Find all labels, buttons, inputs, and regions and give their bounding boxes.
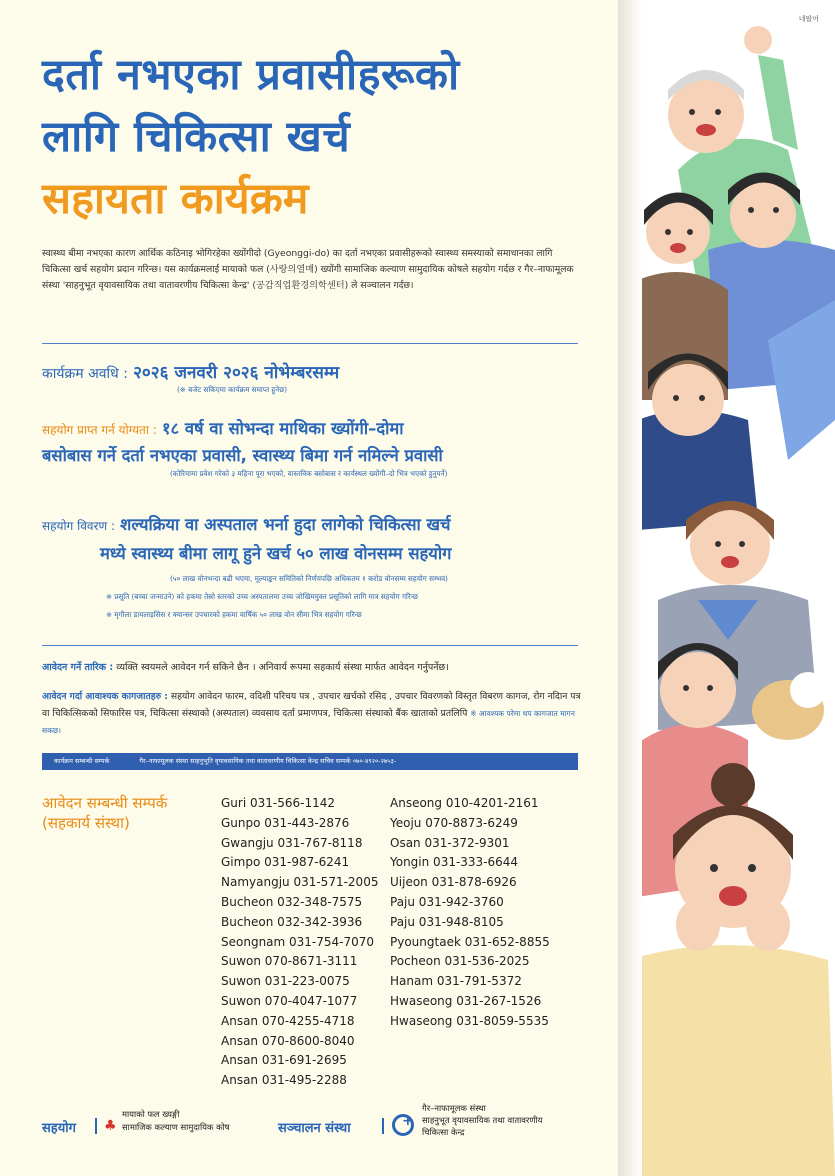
support-org-line-2: सामाजिक कल्याण सामुदायिक कोष bbox=[122, 1122, 230, 1132]
intro-paragraph: स्वास्थ्य बीमा नभएका कारण आर्थिक कठिनाइ भोगिरहेका ख्योंगीदो (Gyeonggi-do) का दर्ता नभएका प्रवासीहरूको स्वास्थ्य समस्याको समाधानका लागि चिकित्सा खर्च सहयोग प्रदान गरिन्छ। यस कार्यक्रमलाई मायाको फल (사랑의열매) ख्योंगी सामाजिक कल्याण सामुदायिक कोषले सहयोग गर्दछ र गैर–नाफामूलक संस्था 'साहनुभूत वृयावसायिक तथा वातावरणीय चिकित्सा केन्द्र' (공감직업환경의학센터) ले सञ्चालन गर्दछ। bbox=[42, 248, 574, 291]
contact-entry: Ansan 031-691-2695 bbox=[221, 1053, 347, 1068]
documents-required-note: ※ आवश्यक परेमा थप कागजात मागन सकछ। bbox=[42, 709, 575, 735]
contact-entry: Pocheon 031-536-2025 bbox=[390, 954, 530, 969]
eligibility-line-1: १८ वर्ष वा सोभन्दा माथिका ख्योंगी–दोमा bbox=[161, 419, 404, 438]
eligibility-note: (कोरियामा प्रवेश गरेको ३ महिना पूरा भएको, वास्तविक बसोबास र कार्यस्थल ख्योंगी–दो भित्र भएको हुनुपर्ने) bbox=[170, 469, 448, 478]
apply-text: व्यक्ति स्वयमले आवेदन गर्न सकिने छैन । अनिवार्य रूपमा सहकार्य संस्था मार्फत आवेदन गर्नुपर्नेछ। bbox=[116, 662, 449, 673]
period-label: कार्यक्रम अवधि : bbox=[42, 366, 128, 382]
application-date bbox=[42, 660, 587, 673]
footer-separator bbox=[382, 1118, 384, 1134]
contact-entry: Ansan 070-4255-4718 bbox=[221, 1013, 355, 1028]
details-note-2: ※ प्रसूति (बच्चा जन्माउने) को हकमा तेस्रो स्तरको उच्च अस्पतालमा उच्च जोखिमयुक्त प्रसूतिको लागि मात्र सहयोग गरिन्छ bbox=[106, 592, 418, 601]
contact-entry: Gimpo 031-987-6241 bbox=[221, 855, 350, 870]
fold-shadow bbox=[618, 0, 642, 1176]
required-documents bbox=[42, 688, 587, 739]
people-illustration bbox=[618, 0, 835, 1176]
contact-entry: Namyangju 031-571-2005 bbox=[221, 875, 379, 890]
contact-entry: Hanam 031-791-5372 bbox=[390, 974, 522, 989]
details-line-2: मध्ये स्वास्थ्य बीमा लागू हुने खर्च ५० लाख वोनसम्म सहयोग bbox=[100, 544, 452, 563]
clover-logo-icon: ♣ bbox=[104, 1118, 117, 1134]
support-org-line-1: मायाको फल ख्यङ्गी bbox=[122, 1109, 180, 1119]
center-logo-icon bbox=[392, 1114, 414, 1136]
footer bbox=[42, 1103, 602, 1146]
contacts-column-2 bbox=[390, 794, 550, 1032]
contact-entry: Suwon 070-4047-1077 bbox=[221, 993, 358, 1008]
eligibility-label: सहयोग प्राप्त गर्न योग्यता : bbox=[42, 423, 157, 437]
contact-entry: Ansan 031-495-2288 bbox=[221, 1073, 347, 1088]
details-note-3: ※ मृगौला डायलाइसिस र क्यान्सर उपचारको हकमा वार्षिक ५० लाख वोन सीमा भित्र सहयोग गरिन्छ bbox=[106, 610, 362, 619]
contacts-column-1 bbox=[221, 794, 378, 1091]
contact-entry: Bucheon 032-342-3936 bbox=[221, 914, 363, 929]
operator-org-line-1: गैर–नाफामूलक संस्था bbox=[422, 1103, 486, 1113]
details-label: सहयोग विवरण : bbox=[42, 519, 116, 533]
contact-entry: Yongin 031-333-6644 bbox=[390, 855, 519, 870]
period-note: (※ बजेट सकिएमा कार्यक्रम समाप्त हुनेछ) bbox=[177, 385, 288, 394]
title-line-2: लागि चिकित्सा खर्च bbox=[42, 112, 351, 162]
operator-org-line-3: चिकित्सा केन्द्र bbox=[422, 1127, 465, 1137]
documents-text: सहयोग आवेदन फारम, वदिशी परिचय पत्र , उपचार खर्चको रसिद , उपचार विवरणको विस्तृत विबरण कागज, रोग नदिान पत्र वा चिकित्सिकको सिफारिस पत्र, चिकित्सा संस्थाको (अस्पताल) व्यवसाय दर्ता प्रमाणपत्र, चिकित्सा संस्थाको बैंक खाताको प्रतलिपि bbox=[42, 691, 581, 719]
title-line-1: दर्ता नभएका प्रवासीहरूको bbox=[42, 50, 460, 100]
program-period bbox=[42, 360, 582, 395]
language-tag: 네팔어 bbox=[798, 15, 819, 23]
divider bbox=[42, 645, 578, 646]
contact-entry: Hwaseong 031-267-1526 bbox=[390, 993, 542, 1008]
contact-entry: Osan 031-372-9301 bbox=[390, 835, 510, 850]
contact-entry: Suwon 031-223-0075 bbox=[221, 974, 350, 989]
documents-label: आवेदन गर्दा आवाश्यक कागजातहरु : bbox=[42, 691, 168, 702]
period-value: २०२६ जनवरी २०२६ नोभेम्बरसम्म bbox=[133, 363, 340, 383]
contact-bar-left: कार्यक्रम सम्बन्धी सम्पर्क bbox=[54, 757, 110, 765]
contacts-title-line-1: आवेदन सम्बन्धी सम्पर्क bbox=[42, 794, 168, 812]
details-line-1: शल्यक्रिया वा अस्पताल भर्ना हुदा लागेको चिकित्सा खर्च bbox=[120, 515, 451, 534]
page-title bbox=[42, 44, 602, 230]
operator-org-line-2: साहनुभूत वृयावसायिक तथा वातावरणीय bbox=[422, 1115, 543, 1125]
footer-separator bbox=[95, 1118, 97, 1134]
divider bbox=[42, 343, 578, 344]
contact-entry: Anseong 010-4201-2161 bbox=[390, 796, 539, 810]
contact-entry: Yeoju 070-8873-6249 bbox=[390, 815, 518, 830]
contact-bar bbox=[42, 753, 578, 770]
contacts-title-line-2: (सहकार्य संस्था) bbox=[42, 814, 130, 832]
contacts-title bbox=[42, 793, 167, 833]
details-note-1: (५० लाख वोनभन्दा बढी भएमा, मूल्याङ्कन समितिको निर्णयपछि अधिकतम १ करोड वोनसम्म सहयोग सम्भव) bbox=[170, 574, 448, 583]
apply-label: आवेदन गर्ने तारिक : bbox=[42, 662, 114, 673]
contact-entry: Bucheon 032-348-7575 bbox=[221, 894, 363, 909]
contact-entry: Ansan 070-8600-8040 bbox=[221, 1033, 355, 1048]
contact-entry: Uijeon 031-878-6926 bbox=[390, 875, 517, 890]
contact-entry: Gwangju 031-767-8118 bbox=[221, 835, 363, 850]
contact-entry: Suwon 070-8671-3111 bbox=[221, 954, 358, 969]
support-details-section bbox=[42, 512, 587, 624]
contact-bar-right: गैर–नाफामूलक संस्था साहनुभूति वृयावसायिक तथा वातावरणीय चिकित्सा केन्द्र सचिव सम्पर्क ०७०-४९२०-२७५३- bbox=[139, 757, 397, 765]
eligibility-line-2: बसोबास गर्ने दर्ता नभएका प्रवासी, स्वास्थ्य बिमा गर्न नमिल्ने प्रवासी bbox=[42, 446, 443, 465]
contact-entry: Guri 031-566-1142 bbox=[221, 796, 335, 810]
contact-entry: Hwaseong 031-8059-5535 bbox=[390, 1013, 549, 1028]
title-line-3: सहायता कार्यक्रम bbox=[42, 174, 309, 224]
contact-entry: Paju 031-948-8105 bbox=[390, 914, 504, 929]
contact-entry: Gunpo 031-443-2876 bbox=[221, 815, 350, 830]
eligibility-section bbox=[42, 416, 587, 479]
contact-entry: Pyoungtaek 031-652-8855 bbox=[390, 934, 550, 949]
contact-entry: Paju 031-942-3760 bbox=[390, 894, 504, 909]
contact-entry: Seongnam 031-754-7070 bbox=[221, 934, 375, 949]
crowd-illustration bbox=[618, 0, 835, 1176]
support-label: सहयोग bbox=[42, 1121, 76, 1136]
operator-label: सञ्चालन संस्था bbox=[278, 1121, 351, 1136]
